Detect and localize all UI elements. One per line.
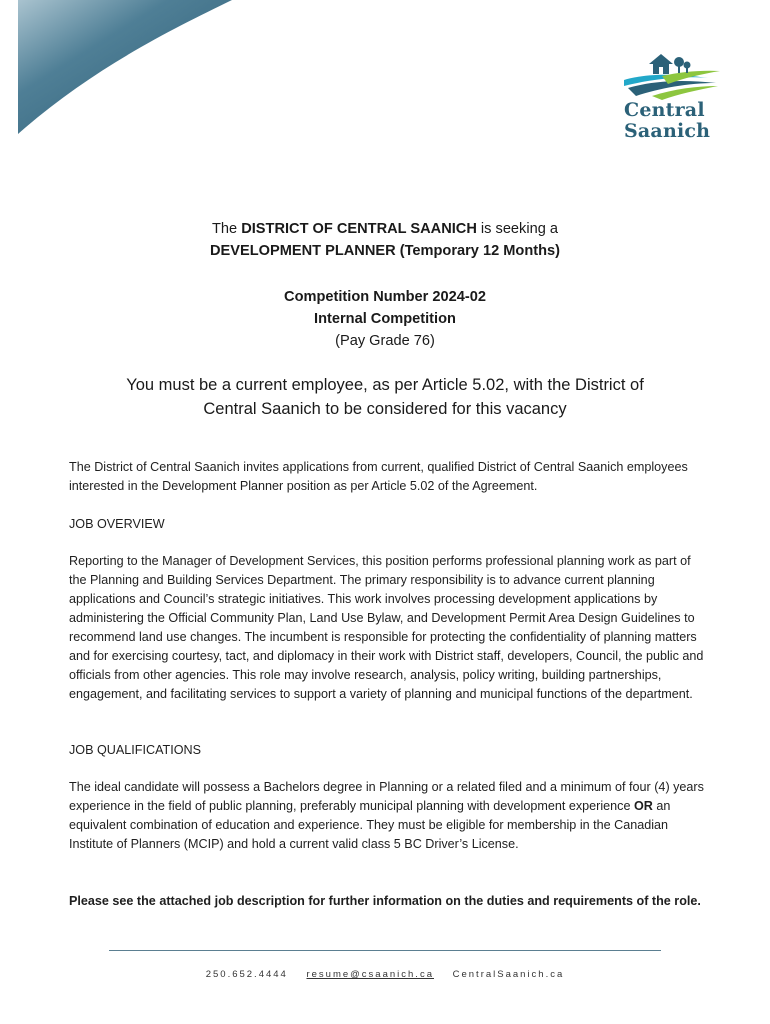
house-landscape-icon	[622, 52, 720, 100]
closing-note: Please see the attached job description for further information on the duties and requirements of the role.	[69, 894, 701, 908]
posting-title-line1	[0, 218, 770, 240]
eligibility-line1: You must be a current employee, as per Article 5.02, with the District of	[126, 376, 644, 394]
central-saanich-logo	[620, 52, 724, 152]
job-qualifications-heading: JOB QUALIFICATIONS	[69, 743, 202, 757]
pay-grade: (Pay Grade 76)	[335, 333, 435, 349]
intro-paragraph: The District of Central Saanich invites applications from current, qualified District of Central Saanich employees interested in the Development Planner position as per Article 5.02 of the Agreement.	[69, 460, 688, 493]
or-emphasis: OR	[633, 799, 653, 813]
job-overview-heading: JOB OVERVIEW	[69, 517, 165, 531]
logo-name-line1: Central	[624, 99, 705, 121]
competition-block	[0, 286, 770, 352]
footer-email-link[interactable]: resume@csaanich.ca	[306, 969, 434, 980]
job-qualifications-paragraph: The ideal candidate will possess a Bachelors degree in Planning or a related filed and a minimum of four (4) years experience in the field of public planning, preferably municipal planning with development experience OR an equivalent combination of education and experience. They must be eligible for membership in the Canadian Institute of Planners (MCIP) and hold a current valid class 5 BC Driver’s License.	[69, 780, 704, 851]
title-suffix: is seeking a	[476, 221, 558, 237]
footer-phone: 250.652.4444	[205, 969, 288, 980]
eligibility-notice	[110, 373, 660, 421]
footer-website[interactable]: CentralSaanich.ca	[452, 969, 565, 980]
posting-title-block	[0, 218, 770, 262]
footer-contact	[0, 969, 770, 980]
corner-swoosh-decoration	[0, 0, 240, 140]
job-overview-paragraph: Reporting to the Manager of Development Services, this position performs professional planning work as part of the Planning and Building Services Department. The primary responsibility is to advance current planning applications and Council’s strategic initiatives. This work involves processing development applications by administering the Official Community Plan, Land Use Bylaw, and Development Permit Area Design Guidelines to recommend land use changes. The incumbent is responsible for protecting the confidentiality of planning matters and for exercising courtesy, tact, and diplomacy in their work with District staff, developers, Council, the public and officials from other agencies. This role may involve research, analysis, policy writing, building partnerships, engagement, and facilitating services to support a variety of planning and municipal functions of the department.	[69, 554, 704, 701]
logo-name-line2: Saanich	[624, 120, 711, 142]
competition-number: Competition Number 2024-02	[284, 289, 486, 305]
eligibility-line2: Central Saanich to be considered for this vacancy	[203, 400, 567, 418]
title-prefix: The	[212, 221, 242, 237]
district-name: DISTRICT OF CENTRAL SAANICH	[241, 221, 477, 237]
position-title: DEVELOPMENT PLANNER (Temporary 12 Months)	[209, 243, 560, 259]
competition-type: Internal Competition	[314, 311, 456, 327]
footer-divider	[109, 950, 661, 951]
